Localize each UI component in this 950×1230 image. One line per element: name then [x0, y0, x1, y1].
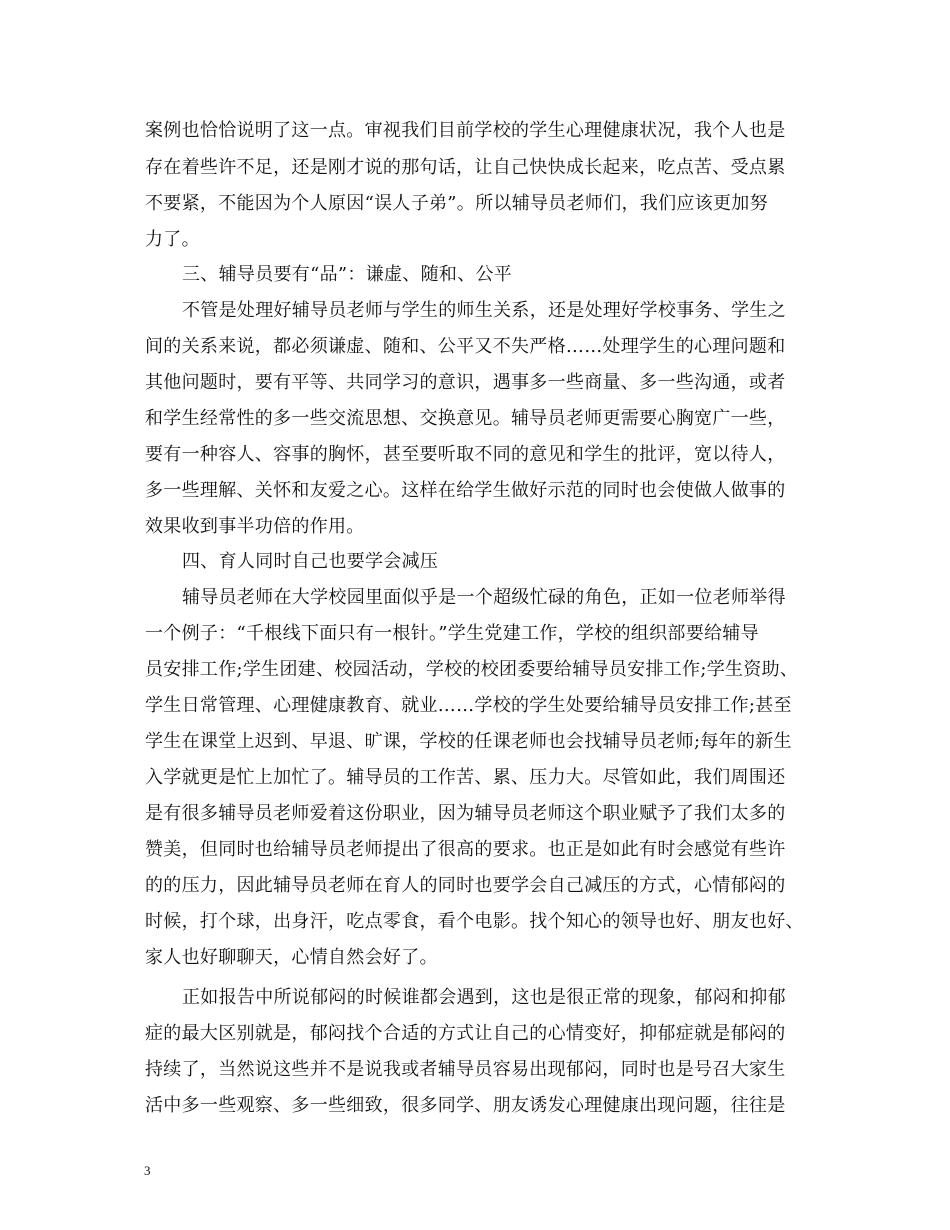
- paragraph-3-line-8: 赞美，但同时也给辅导员老师提出了很高的要求。也正是如此有时会感觉有些许: [145, 839, 786, 860]
- paragraph-1-line-1: 案例也恰恰说明了这一点。审视我们目前学校的学生心理健康状况，我个人也是: [145, 120, 786, 141]
- paragraph-3-line-4: 学生日常管理、心理健康教育、就业……学校的学生处要给辅导员安排工作;甚至: [145, 695, 792, 716]
- paragraph-3-line-11: 家人也好聊聊天，心情自然会好了。: [145, 947, 438, 968]
- paragraph-4-line-2: 症的最大区别就是，郁闷找个合适的方式让自己的心情变好，抑郁症就是郁闷的: [145, 1023, 786, 1044]
- paragraph-2-line-6: 多一些理解、关怀和友爱之心。这样在给学生做好示范的同时也会使做人做事的: [145, 480, 786, 501]
- section-heading-3: 三、辅导员要有“品”：谦虚、随和、公平: [182, 264, 513, 285]
- page-number: 3: [144, 1163, 151, 1178]
- paragraph-3-line-1: 辅导员老师在大学校园里面似乎是一个超级忙碌的角色，正如一位老师举得: [182, 587, 786, 608]
- paragraph-2-line-2: 间的关系来说，都必须谦虚、随和、公平又不失严格……处理学生的心理问题和: [145, 336, 786, 357]
- paragraph-3-line-6: 入学就更是忙上加忙了。辅导员的工作苦、累、压力大。尽管如此，我们周围还: [145, 767, 786, 788]
- paragraph-2-line-5: 要有一种容人、容事的胸怀，甚至要听取不同的意见和学生的批评，宽以待人，: [145, 444, 786, 465]
- paragraph-4-line-1: 正如报告中所说郁闷的时候谁都会遇到，这也是很正常的现象，郁闷和抑郁: [182, 987, 786, 1008]
- paragraph-1-line-3: 不要紧，不能因为个人原因“误人子弟”。所以辅导员老师们，我们应该更加努: [145, 193, 768, 214]
- paragraph-3-line-9: 的的压力，因此辅导员老师在育人的同时也要学会自己减压的方式，心情郁闷的: [145, 875, 786, 896]
- paragraph-1-line-2: 存在着些许不足，还是刚才说的那句话，让自己快快成长起来，吃点苦、受点累: [145, 157, 786, 178]
- paragraph-3-line-3: 员安排工作;学生团建、校园活动，学校的校团委要给辅导员安排工作;学生资助、: [145, 659, 799, 680]
- paragraph-2-line-3: 其他问题时，要有平等、共同学习的意识，遇事多一些商量、多一些沟通，或者: [145, 372, 786, 393]
- paragraph-1-line-4: 力了。: [145, 229, 200, 250]
- paragraph-3-line-5: 学生在课堂上迟到、早退、旷课，学校的任课老师也会找辅导员老师;每年的新生: [145, 731, 792, 752]
- paragraph-3-line-10: 时候，打个球，出身汗，吃点零食，看个电影。找个知心的领导也好、朋友也好、: [145, 911, 804, 932]
- paragraph-3-line-2: 一个例子：“千根线下面只有一根针。”学生党建工作，学校的组织部要给辅导: [145, 623, 759, 644]
- paragraph-2-line-4: 和学生经常性的多一些交流思想、交换意见。辅导员老师更需要心胸宽广一些，: [145, 408, 786, 429]
- paragraph-4-line-4: 活中多一些观察、多一些细致，很多同学、朋友诱发心理健康出现问题，往往是: [145, 1095, 786, 1116]
- section-heading-4: 四、育人同时自己也要学会减压: [182, 551, 439, 572]
- paragraph-2-line-1: 不管是处理好辅导员老师与学生的师生关系，还是处理好学校事务、学生之: [182, 300, 786, 321]
- paragraph-2-line-7: 效果收到事半功倍的作用。: [145, 516, 365, 537]
- paragraph-4-line-3: 持续了，当然说这些并不是说我或者辅导员容易出现郁闷，同时也是号召大家生: [145, 1059, 786, 1080]
- paragraph-3-line-7: 是有很多辅导员老师爱着这份职业，因为辅导员老师这个职业赋予了我们太多的: [145, 803, 786, 824]
